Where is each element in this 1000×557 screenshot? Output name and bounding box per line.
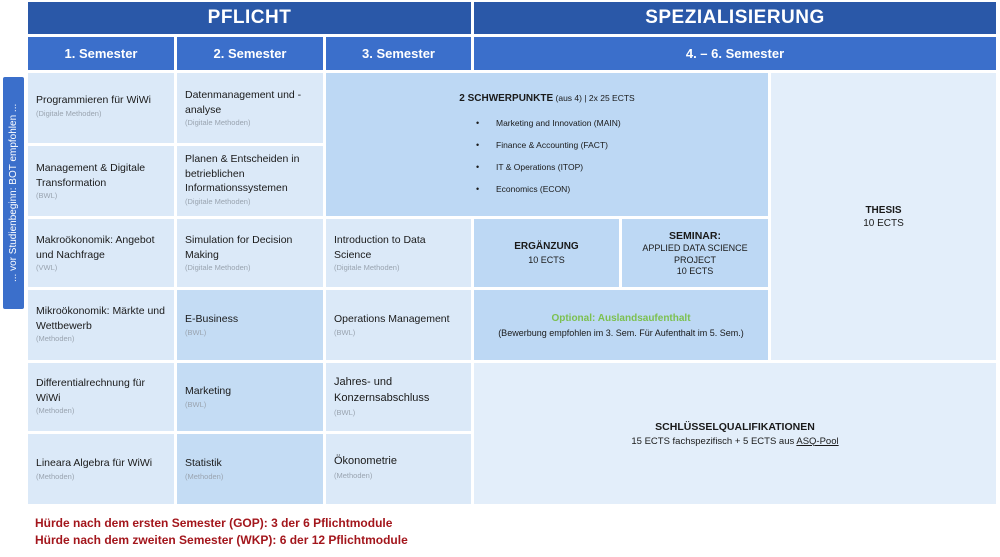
module-simulation [177, 219, 323, 287]
seminar-title: SEMINAR: [669, 229, 721, 242]
module-operations-management [326, 290, 471, 360]
module-title: Lineara Algebra für WiWi [36, 457, 153, 469]
list-item: • Marketing and Innovation (MAIN) [476, 112, 768, 134]
module-category: (Digitale Methoden) [185, 118, 251, 128]
module-category: (Digitale Methoden) [334, 263, 400, 273]
module-category: (BWL) [36, 191, 58, 201]
module-title: Statistik [185, 457, 222, 469]
note-wkp: Hürde nach dem zweiten Semester (WKP): 6 der 12 Pflichtmodule [35, 533, 408, 547]
module-title: Management & Digitale Transformation [36, 162, 146, 189]
schwerpunkte-title: 2 SCHWERPUNKTE [459, 93, 554, 104]
module-title: Operations Management [334, 313, 450, 325]
module-category: (Methoden) [334, 470, 373, 480]
module-title: Ökonometrie [334, 455, 397, 467]
schluessel-title: SCHLÜSSELQUALIFIKATIONEN [655, 420, 815, 433]
module-title: Marketing [185, 385, 232, 397]
module-category: (Methoden) [36, 406, 75, 416]
module-title: Makroökonomik: Angebot und Nachfrage [36, 234, 155, 261]
module-mikrooekonomik [28, 290, 174, 360]
semester-2-header: 2. Semester [177, 37, 323, 70]
module-differentialrechnung [28, 363, 174, 431]
list-item: • Economics (ECON) [476, 178, 768, 200]
module-data-science [326, 219, 471, 287]
optional-title: Optional: Auslandsaufenthalt [551, 312, 691, 324]
schluesselqualifikationen-block [474, 363, 996, 504]
module-title: E-Business [185, 313, 239, 325]
module-title: Introduction to Data Science [334, 234, 426, 261]
ergaenzung-ects: 10 ECTS [528, 255, 565, 265]
seminar-name: APPLIED DATA SCIENCE PROJECT [642, 242, 748, 265]
seminar-block [622, 219, 768, 287]
seminar-ects: 10 ECTS [676, 266, 714, 277]
module-e-business [177, 290, 323, 360]
ergaenzung-title: ERGÄNZUNG [514, 241, 579, 252]
module-category: (BWL) [185, 399, 207, 409]
module-planen-entscheiden [177, 146, 323, 216]
module-title: Jahres- und Konzernsabschluss [334, 376, 430, 404]
schluessel-text: 15 ECTS fachspezifisch + 5 ECTS aus [631, 435, 797, 447]
thesis-block [771, 73, 996, 360]
module-title: Planen & Entscheiden in betrieblichen Informationssystemen [185, 153, 300, 195]
semester-1-header: 1. Semester [28, 37, 174, 70]
side-tag-bot: ... vor Studienbeginn: BOT empfohlen ... [3, 77, 24, 309]
module-management [28, 146, 174, 216]
schluessel-line [474, 436, 996, 447]
module-category: (Methoden) [36, 334, 75, 344]
header-spezialisierung: SPEZIALISIERUNG [474, 2, 996, 34]
asq-pool-link[interactable]: ASQ-Pool [796, 435, 839, 447]
header-pflicht: PFLICHT [28, 2, 471, 34]
module-category: (Methoden) [185, 471, 224, 481]
module-makrooekonomik [28, 219, 174, 287]
list-item: • IT & Operations (ITOP) [476, 156, 768, 178]
module-title: Differentialrechnung für WiWi [36, 377, 145, 404]
module-category: (Digitale Methoden) [36, 108, 102, 118]
semester-3-header: 3. Semester [326, 37, 471, 70]
optional-auslandsaufenthalt-block [474, 290, 768, 360]
module-oekonometrie [326, 434, 471, 504]
module-category: (Digitale Methoden) [185, 197, 251, 207]
module-statistik [177, 434, 323, 504]
schwerpunkte-block [326, 73, 768, 216]
semester-4-6-header: 4. – 6. Semester [474, 37, 996, 70]
module-category: (Digitale Methoden) [185, 263, 251, 273]
module-category: (Methoden) [36, 471, 75, 481]
thesis-ects: 10 ECTS [863, 217, 904, 229]
schwerpunkte-heading [326, 93, 768, 104]
schwerpunkte-list [326, 112, 768, 200]
module-title: Programmieren für WiWi [36, 94, 151, 106]
module-jahresabschluss [326, 363, 471, 431]
module-datenmanagement [177, 73, 323, 143]
module-programmieren [28, 73, 174, 143]
module-lineare-algebra [28, 434, 174, 504]
thesis-title: THESIS [865, 204, 902, 216]
module-category: (BWL) [334, 407, 356, 417]
schwerpunkte-detail: (aus 4) | 2x 25 ECTS [553, 93, 635, 103]
module-title: Simulation for Decision Making [185, 234, 293, 261]
list-item: • Finance & Accounting (FACT) [476, 134, 768, 156]
module-title: Mikroökonomik: Märkte und Wettbewerb [36, 305, 165, 332]
module-category: (BWL) [334, 327, 356, 337]
module-category: (BWL) [185, 327, 207, 337]
optional-note: (Bewerbung empfohlen im 3. Sem. Für Aufenthalt im 5. Sem.) [498, 327, 744, 338]
module-marketing [177, 363, 323, 431]
note-gop: Hürde nach dem ersten Semester (GOP): 3 der 6 Pflichtmodule [35, 516, 393, 530]
module-category: (VWL) [36, 263, 58, 273]
module-title: Datenmanagement und -analyse [185, 89, 302, 116]
ergaenzung-block [474, 219, 619, 287]
